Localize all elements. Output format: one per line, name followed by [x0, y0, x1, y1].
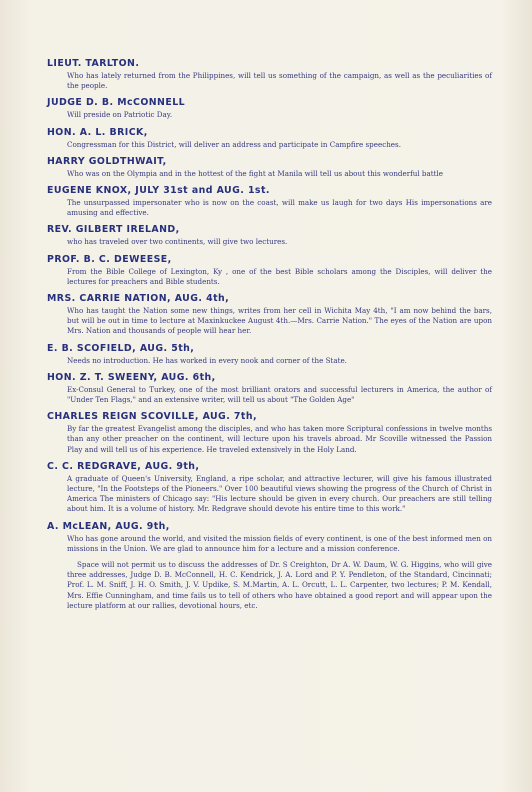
speaker-entry: [47, 461, 492, 515]
speaker-name: HON. A. L. BRICK,: [47, 126, 148, 138]
speaker-description: The unsurpassed impersonater who is now on the coast, will make us laugh for two days His impersonations are amusing and effective.: [67, 198, 492, 218]
speaker-name: REV. GILBERT IRELAND,: [47, 224, 180, 236]
speaker-description: Who has gone around the world, and visited the mission fields of every continent, is one of the best informed men on missions in the Union. We are glad to announce him for a lecture and a mission conference.: [67, 533, 492, 553]
speaker-name: EUGENE KNOX, JULY 31st and AUG. 1st.: [47, 185, 270, 197]
speaker-name: CHARLES REIGN SCOVILLE, AUG. 7th,: [47, 411, 257, 423]
speaker-entry: [47, 343, 492, 366]
speaker-entry: [47, 97, 492, 120]
speaker-entry: [47, 127, 492, 150]
speaker-description: who has traveled over two continents, will give two lectures.: [67, 237, 288, 247]
speaker-entry: [47, 411, 492, 455]
speaker-entry: [47, 372, 492, 405]
speaker-entry: [47, 521, 492, 554]
speaker-entry: [47, 224, 492, 247]
speaker-description: Who has taught the Nation some new things, writes from her cell in Wichita May 4th, "I am now behind the bars, but will be out in time to lecture at Maxinkuckee August 4th.—Mrs. Carrie Nation." The eyes of the Nation are upon Mrs. Nation and thousands of people will hear her.: [67, 306, 492, 336]
speaker-description: From the Bible College of Lexington, Ky , one of the best Bible scholars among the Disciples, will deliver the lectures for preachers and Bible students.: [67, 266, 492, 286]
speaker-name: C. C. REDGRAVE, AUG. 9th,: [47, 460, 200, 472]
speaker-name: E. B. SCOFIELD, AUG. 5th,: [47, 342, 195, 354]
speaker-description: Will preside on Patriotic Day.: [67, 110, 173, 120]
speaker-description: A graduate of Queen's University, England, a ripe scholar, and attractive lecturer, will give his famous illustrated lecture, "In the Footsteps of the Pioneers." Over 100 beautiful views showing the progress of the Church of Christ in America The ministers of Chicago say: "His lecture should be given in every church. Our preachers are still telling about him. It is a volume of history. Mr. Redgrave should devote his entire time to this work.": [67, 473, 492, 514]
speaker-description: Who was on the Olympia and in the hottest of the fight at Manila will tell us about this wonderful battle: [67, 168, 443, 178]
speaker-description: Needs no introduction. He has worked in every nook and corner of the State.: [67, 355, 347, 365]
speaker-entry: [47, 293, 492, 337]
speaker-entry: [47, 185, 492, 218]
speaker-name: HON. Z. T. SWEENY, AUG. 6th,: [47, 371, 216, 383]
speaker-name: LIEUT. TARLTON.: [47, 58, 140, 69]
speaker-entry: [47, 58, 492, 91]
speaker-description: Congressman for this District, will deliver an address and participate in Campfire speeches.: [67, 139, 401, 149]
speaker-name: PROF. B. C. DEWEESE,: [47, 253, 172, 265]
speaker-name: MRS. CARRIE NATION, AUG. 4th,: [47, 293, 230, 305]
speaker-description: Ex-Consul General to Turkey, one of the most brilliant orators and successful lecturers in America, the author of "Under Ten Flags," and an extensive writer, will tell us about "The Golden Age": [67, 384, 492, 405]
closing-paragraph: Space will not permit us to discuss the addresses of Dr. S Creighton, Dr A. W. Daum, W. G. Higgins, who will give three addresses, Judge D. B. McConnell, H. C. Kendrick, J. A. Lord and P. Y. Pendleton, of the Standard, Cincinnati; Prof. L. M. Sniff, J. H. O. Smith, J. V. Updike, S. M.Martin, A. L. Orcutt, L. L. Carpenter, two lectures; P. M. Kendall, Mrs. Effie Cunningham, and time fails us to tell of others who have obtained a good report and will appear upon the lecture platform at our rallies, devotional hours, etc.: [67, 560, 492, 610]
speaker-name: HARRY GOLDTHWAIT,: [47, 155, 167, 167]
speaker-description: By far the greatest Evangelist among the disciples, and who has taken more Scriptural confessions in twelve months than any other preacher on the continent, will lecture upon his travels abroad. Mr Scoville witnessed the Passion Play and will tell us of his experience. He traveled extensively in the Holy Land.: [67, 424, 492, 454]
speaker-name: A. McLEAN, AUG. 9th,: [47, 520, 170, 532]
speaker-description: Who has lately returned from the Philippines, will tell us something of the campaign, as well as the peculiarities of the people.: [67, 71, 492, 91]
speaker-entry: [47, 156, 492, 179]
speaker-name: JUDGE D. B. McCONNELL: [47, 97, 186, 109]
speaker-entry: [47, 254, 492, 287]
